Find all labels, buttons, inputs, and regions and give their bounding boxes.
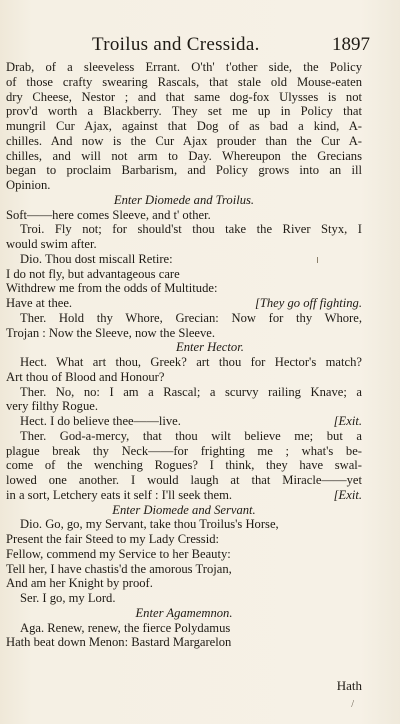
speech-line: Ser. I go, my Lord.: [20, 591, 116, 605]
verse-line: Present the fair Steed to my Lady Cressid:: [6, 532, 219, 546]
text-line: chilles. And now is the Cur Ajax prouder than the Cur A-: [6, 133, 362, 148]
speech-line: Aga. Renew, renew, the fierce Polydamus: [20, 620, 231, 635]
text-line: lowed one another. I would laugh at that Miracle——yet: [6, 473, 362, 487]
stage-direction: Enter Diomede and Troilus.: [113, 192, 255, 207]
speech-line: Dio. Go, go, my Servant, take thou Troilus's Horse,: [20, 517, 279, 532]
stage-direction: Enter Agamemnon.: [135, 605, 233, 620]
verse-line: And am her Knight by proof.: [6, 576, 153, 591]
text-line-with-direction: [6, 414, 362, 429]
text-line: would swim after.: [6, 237, 97, 251]
verse-line: Have at thee.: [6, 296, 73, 310]
stage-direction: [They go off fighting.: [254, 296, 362, 310]
text-line: Soft——here comes Sleeve, and t' other.: [6, 207, 211, 222]
speech-line: Dio. Thou dost miscall Retire:: [20, 251, 173, 266]
text-line: Art thou of Blood and Honour?: [6, 369, 165, 384]
page-header: [0, 34, 400, 58]
text-line: of those crafty swearing Rascals, that stale old Mouse-eaten: [6, 74, 362, 89]
text-line: very filthy Rogue.: [6, 399, 98, 414]
page-number: 1897: [332, 34, 370, 55]
speech-line: Hect. What art thou, Greek? art thou for Hector's match?: [20, 355, 362, 369]
verse-line: Fellow, commend my Service to her Beauty:: [6, 546, 231, 561]
stage-direction: Enter Diomede and Servant.: [112, 502, 256, 517]
verse-line: Tell her, I have chastis'd the amorous Trojan,: [6, 561, 232, 576]
text-line: Opinion.: [6, 178, 51, 192]
verse-line: I do not fly, but advantageous care: [6, 266, 180, 281]
text-line-with-direction: [6, 488, 362, 503]
speech-line: Ther. Hold thy Whore, Grecian: Now for thy Whore,: [20, 310, 362, 325]
play-text: [6, 60, 362, 650]
text-line: plague break thy Neck——for frighting me ; what's be-: [6, 443, 362, 458]
running-title: Troilus and Cressida.: [92, 34, 260, 55]
margin-mark: /: [351, 699, 354, 710]
text-line: Drab, of a sleeveless Errant. O'th' t'other side, the Policy: [6, 60, 362, 74]
stage-direction: Enter Hector.: [176, 340, 244, 355]
text-line: mungril Cur Ajax, against that Dog of as bad a kind, A-: [6, 119, 362, 133]
verse-line: Withdrew me from the odds of Multitude:: [6, 281, 218, 296]
stage-direction: [Exit.: [333, 487, 362, 502]
verse-line: Hath beat down Menon: Bastard Margarelon: [6, 635, 232, 650]
text-line: prov'd worth a Blackberry. They set me up in Policy that: [6, 104, 362, 119]
text-line: began to proclaim Barbarism, and Policy grows into an ill: [6, 163, 362, 178]
speech-line: Ther. No, no: I am a Rascal; a scurvy railing Knave; a: [20, 384, 362, 399]
text-line: chilles, and will not arm to Day. Whereupon the Grecians: [6, 148, 362, 163]
text-line: in a sort, Letchery eats it self : I'll seek them.: [6, 487, 233, 502]
text-line: dry Cheese, Nestor ; and that same dog-fox Ulysses is not: [6, 89, 362, 104]
catchword: Hath: [336, 678, 362, 693]
text-line: come of the wenching Rogues? I think, they have swal-: [6, 458, 362, 473]
speech-line: Hect. I do believe thee——live.: [20, 414, 181, 428]
text-line: Trojan : Now the Sleeve, now the Sleeve.: [6, 325, 216, 340]
margin-tick: [317, 257, 318, 263]
text-line-with-direction: [6, 296, 362, 311]
speech-line: Troi. Fly not; for should'st thou take the River Styx, I: [20, 222, 362, 237]
speech-line: Ther. God-a-mercy, that thou wilt believe me; but a: [20, 428, 362, 443]
stage-direction: [Exit.: [333, 414, 362, 428]
